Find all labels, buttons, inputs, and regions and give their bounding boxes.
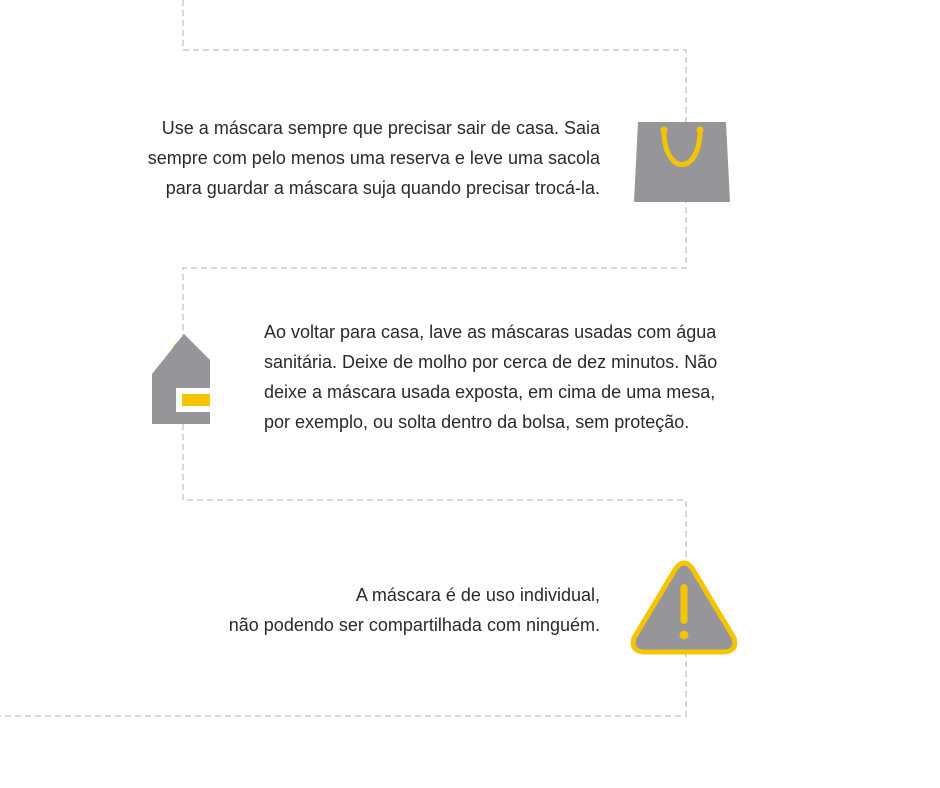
house-icon (150, 326, 214, 428)
step-2-line-1: Ao voltar para casa, lave as máscaras usadas com água (264, 322, 717, 342)
step-2-line-4: por exemplo, ou solta dentro da bolsa, sem proteção. (264, 412, 690, 432)
step-2-text (264, 317, 824, 437)
step-3-line-2: não podendo ser compartilhada com ninguém. (228, 615, 600, 635)
step-3-line-1: A máscara é de uso individual, (355, 585, 600, 605)
step-1-line-3: para guardar a máscara suja quando precisar trocá-la. (165, 178, 600, 198)
step-1-line-2: sempre com pelo menos uma reserva e leve uma sacola (147, 148, 600, 168)
step-2-line-2: sanitária. Deixe de molho por cerca de dez minutos. Não (264, 352, 718, 372)
step-1-text (60, 113, 600, 203)
shopping-bag-icon (630, 118, 734, 206)
step-2-line-3: deixe a máscara usada exposta, em cima de uma mesa, (264, 382, 716, 402)
warning-icon (630, 560, 738, 656)
step-3-text (100, 580, 600, 640)
step-1-line-1: Use a máscara sempre que precisar sair de casa. Saia (161, 118, 600, 138)
